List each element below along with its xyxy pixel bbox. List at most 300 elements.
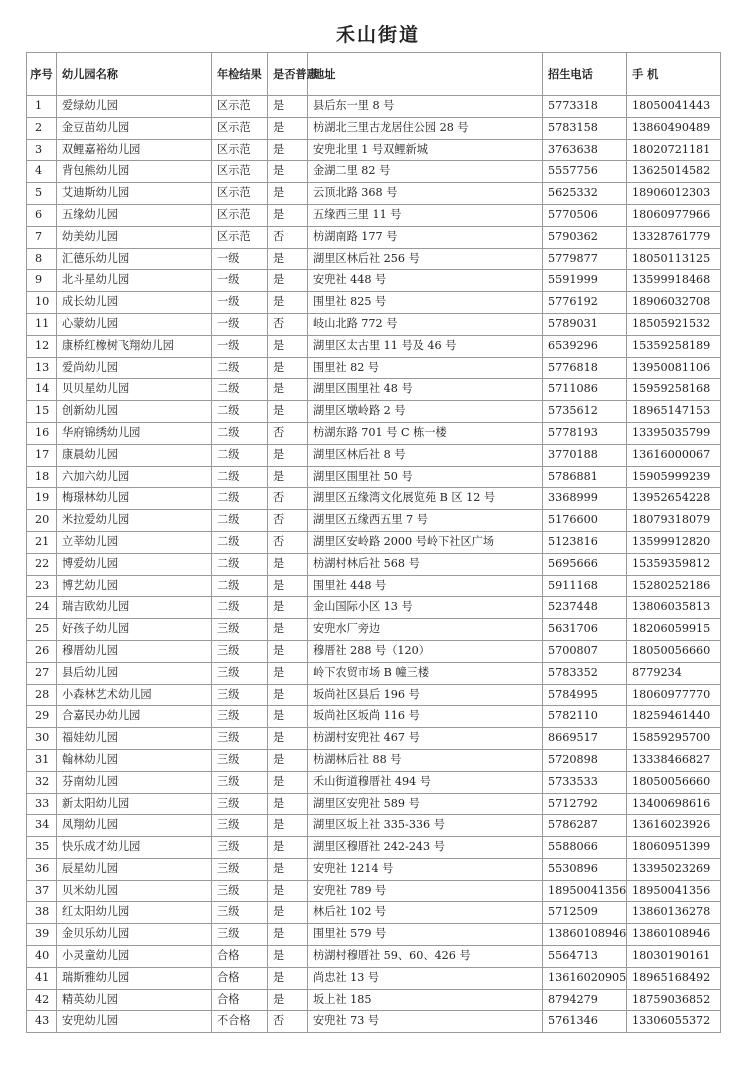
cell-mobile: 18259461440 xyxy=(627,706,721,728)
cell-phone: 5631706 xyxy=(543,619,627,641)
cell-address: 围里社 825 号 xyxy=(308,292,543,314)
cell-name: 贝贝星幼儿园 xyxy=(57,379,212,401)
cell-puhui: 是 xyxy=(268,96,308,118)
cell-name: 小灵童幼儿园 xyxy=(57,946,212,968)
cell-mobile: 13860136278 xyxy=(627,902,721,924)
cell-name: 瑞吉欧幼儿园 xyxy=(57,597,212,619)
cell-mobile: 13952654228 xyxy=(627,488,721,510)
cell-puhui: 是 xyxy=(268,989,308,1011)
cell-mobile: 18965168492 xyxy=(627,967,721,989)
cell-inspection: 三级 xyxy=(212,640,268,662)
cell-mobile: 8779234 xyxy=(627,662,721,684)
cell-puhui: 是 xyxy=(268,880,308,902)
table-row xyxy=(27,292,721,314)
cell-inspection: 合格 xyxy=(212,946,268,968)
cell-inspection: 二级 xyxy=(212,531,268,553)
cell-name: 翰林幼儿园 xyxy=(57,749,212,771)
kindergarten-table xyxy=(26,52,721,1033)
cell-address: 湖里区太古里 11 号及 46 号 xyxy=(308,335,543,357)
cell-mobile: 18759036852 xyxy=(627,989,721,1011)
cell-address: 县后东一里 8 号 xyxy=(308,96,543,118)
cell-phone: 5735612 xyxy=(543,401,627,423)
cell-no: 21 xyxy=(27,531,57,553)
cell-phone: 5789031 xyxy=(543,313,627,335)
cell-puhui: 是 xyxy=(268,117,308,139)
table-row xyxy=(27,793,721,815)
cell-address: 枋湖东路 701 号 C 栋一楼 xyxy=(308,422,543,444)
cell-name: 康桥红橡树飞翔幼儿园 xyxy=(57,335,212,357)
cell-address: 围里社 448 号 xyxy=(308,575,543,597)
cell-puhui: 是 xyxy=(268,597,308,619)
table-row xyxy=(27,662,721,684)
cell-inspection: 三级 xyxy=(212,924,268,946)
cell-mobile: 18050113125 xyxy=(627,248,721,270)
cell-phone: 3368999 xyxy=(543,488,627,510)
cell-no: 30 xyxy=(27,728,57,750)
cell-phone: 5770506 xyxy=(543,204,627,226)
cell-no: 1 xyxy=(27,96,57,118)
cell-puhui: 是 xyxy=(268,444,308,466)
cell-inspection: 二级 xyxy=(212,422,268,444)
cell-inspection: 三级 xyxy=(212,706,268,728)
cell-mobile: 18050056660 xyxy=(627,771,721,793)
cell-puhui: 是 xyxy=(268,946,308,968)
table-row xyxy=(27,488,721,510)
table-row xyxy=(27,553,721,575)
cell-name: 合嘉民办幼儿园 xyxy=(57,706,212,728)
cell-phone: 5782110 xyxy=(543,706,627,728)
cell-no: 43 xyxy=(27,1011,57,1033)
cell-no: 3 xyxy=(27,139,57,161)
cell-puhui: 是 xyxy=(268,924,308,946)
cell-mobile: 13599912820 xyxy=(627,531,721,553)
cell-phone: 5564713 xyxy=(543,946,627,968)
cell-inspection: 三级 xyxy=(212,815,268,837)
cell-no: 36 xyxy=(27,858,57,880)
cell-no: 24 xyxy=(27,597,57,619)
cell-name: 六加六幼儿园 xyxy=(57,466,212,488)
cell-no: 42 xyxy=(27,989,57,1011)
cell-address: 枋湖村安兜社 467 号 xyxy=(308,728,543,750)
cell-inspection: 三级 xyxy=(212,619,268,641)
cell-name: 金贝乐幼儿园 xyxy=(57,924,212,946)
cell-no: 16 xyxy=(27,422,57,444)
cell-puhui: 是 xyxy=(268,139,308,161)
cell-puhui: 是 xyxy=(268,466,308,488)
cell-no: 15 xyxy=(27,401,57,423)
cell-mobile: 13395035799 xyxy=(627,422,721,444)
table-row xyxy=(27,749,721,771)
cell-inspection: 二级 xyxy=(212,597,268,619)
cell-mobile: 18030190161 xyxy=(627,946,721,968)
cell-address: 穆厝社 288 号（120） xyxy=(308,640,543,662)
cell-puhui: 否 xyxy=(268,313,308,335)
cell-puhui: 是 xyxy=(268,161,308,183)
cell-name: 县后幼儿园 xyxy=(57,662,212,684)
cell-mobile: 13625014582 xyxy=(627,161,721,183)
cell-name: 福娃幼儿园 xyxy=(57,728,212,750)
cell-phone: 5123816 xyxy=(543,531,627,553)
cell-address: 禾山街道穆厝社 494 号 xyxy=(308,771,543,793)
cell-inspection: 合格 xyxy=(212,967,268,989)
table-row xyxy=(27,1011,721,1033)
cell-inspection: 三级 xyxy=(212,858,268,880)
table-row xyxy=(27,706,721,728)
cell-mobile: 13616023926 xyxy=(627,815,721,837)
cell-inspection: 一级 xyxy=(212,313,268,335)
table-row xyxy=(27,139,721,161)
table-row xyxy=(27,640,721,662)
table-row xyxy=(27,444,721,466)
page-title: 禾山街道 xyxy=(335,24,420,46)
table-row xyxy=(27,466,721,488)
cell-phone: 5711086 xyxy=(543,379,627,401)
cell-address: 湖里区安岭路 2000 号岭下社区广场 xyxy=(308,531,543,553)
cell-address: 岭下农贸市场 B 幢三楼 xyxy=(308,662,543,684)
cell-phone: 5790362 xyxy=(543,226,627,248)
table-row xyxy=(27,183,721,205)
header-phone: 招生电话 xyxy=(543,53,627,96)
table-row xyxy=(27,335,721,357)
cell-puhui: 是 xyxy=(268,749,308,771)
cell-no: 12 xyxy=(27,335,57,357)
cell-name: 瑞斯雅幼儿园 xyxy=(57,967,212,989)
cell-puhui: 是 xyxy=(268,837,308,859)
cell-no: 2 xyxy=(27,117,57,139)
cell-no: 4 xyxy=(27,161,57,183)
cell-phone: 5786881 xyxy=(543,466,627,488)
cell-inspection: 二级 xyxy=(212,357,268,379)
cell-address: 尚忠社 13 号 xyxy=(308,967,543,989)
cell-no: 28 xyxy=(27,684,57,706)
cell-mobile: 13599918468 xyxy=(627,270,721,292)
cell-name: 小森林艺术幼儿园 xyxy=(57,684,212,706)
cell-puhui: 是 xyxy=(268,401,308,423)
cell-puhui: 否 xyxy=(268,531,308,553)
cell-mobile: 18950041356 xyxy=(627,880,721,902)
cell-inspection: 二级 xyxy=(212,379,268,401)
cell-inspection: 三级 xyxy=(212,749,268,771)
cell-phone: 5778193 xyxy=(543,422,627,444)
table-row xyxy=(27,597,721,619)
cell-phone: 5712509 xyxy=(543,902,627,924)
cell-name: 康晨幼儿园 xyxy=(57,444,212,466)
cell-inspection: 二级 xyxy=(212,575,268,597)
cell-address: 安兜社 448 号 xyxy=(308,270,543,292)
cell-address: 枋湖村林后社 568 号 xyxy=(308,553,543,575)
cell-mobile: 15280252186 xyxy=(627,575,721,597)
cell-address: 云顶北路 368 号 xyxy=(308,183,543,205)
cell-puhui: 否 xyxy=(268,488,308,510)
cell-puhui: 否 xyxy=(268,510,308,532)
cell-puhui: 是 xyxy=(268,619,308,641)
cell-inspection: 区示范 xyxy=(212,139,268,161)
cell-no: 7 xyxy=(27,226,57,248)
cell-no: 39 xyxy=(27,924,57,946)
cell-inspection: 一级 xyxy=(212,292,268,314)
cell-mobile: 13950081106 xyxy=(627,357,721,379)
cell-name: 芬南幼儿园 xyxy=(57,771,212,793)
cell-inspection: 区示范 xyxy=(212,204,268,226)
cell-mobile: 15959258168 xyxy=(627,379,721,401)
cell-address: 五缘西三里 11 号 xyxy=(308,204,543,226)
table-header-row xyxy=(27,53,721,96)
cell-mobile: 15859295700 xyxy=(627,728,721,750)
cell-mobile: 18050056660 xyxy=(627,640,721,662)
cell-phone: 5591999 xyxy=(543,270,627,292)
cell-no: 14 xyxy=(27,379,57,401)
cell-name: 米拉爱幼儿园 xyxy=(57,510,212,532)
cell-name: 穆厝幼儿园 xyxy=(57,640,212,662)
cell-phone: 5911168 xyxy=(543,575,627,597)
cell-mobile: 18020721181 xyxy=(627,139,721,161)
cell-no: 10 xyxy=(27,292,57,314)
cell-name: 博艺幼儿园 xyxy=(57,575,212,597)
cell-name: 汇德乐幼儿园 xyxy=(57,248,212,270)
cell-phone: 5557756 xyxy=(543,161,627,183)
cell-no: 23 xyxy=(27,575,57,597)
cell-phone: 5625332 xyxy=(543,183,627,205)
table-row xyxy=(27,858,721,880)
cell-phone: 5700807 xyxy=(543,640,627,662)
cell-mobile: 13395023269 xyxy=(627,858,721,880)
cell-name: 背包熊幼儿园 xyxy=(57,161,212,183)
cell-phone: 5695666 xyxy=(543,553,627,575)
cell-no: 26 xyxy=(27,640,57,662)
cell-inspection: 二级 xyxy=(212,444,268,466)
cell-inspection: 二级 xyxy=(212,488,268,510)
cell-mobile: 18060977770 xyxy=(627,684,721,706)
table-row xyxy=(27,924,721,946)
cell-name: 红太阳幼儿园 xyxy=(57,902,212,924)
cell-inspection: 三级 xyxy=(212,837,268,859)
cell-name: 好孩子幼儿园 xyxy=(57,619,212,641)
cell-name: 幼美幼儿园 xyxy=(57,226,212,248)
table-row xyxy=(27,815,721,837)
cell-inspection: 一级 xyxy=(212,335,268,357)
cell-phone: 5530896 xyxy=(543,858,627,880)
cell-name: 爱尚幼儿园 xyxy=(57,357,212,379)
cell-name: 成长幼儿园 xyxy=(57,292,212,314)
cell-phone: 5712792 xyxy=(543,793,627,815)
cell-name: 梅璟林幼儿园 xyxy=(57,488,212,510)
cell-puhui: 是 xyxy=(268,771,308,793)
table-body xyxy=(27,96,721,1033)
cell-inspection: 区示范 xyxy=(212,226,268,248)
cell-phone: 3763638 xyxy=(543,139,627,161)
cell-puhui: 是 xyxy=(268,270,308,292)
cell-puhui: 是 xyxy=(268,728,308,750)
cell-name: 辰星幼儿园 xyxy=(57,858,212,880)
cell-inspection: 二级 xyxy=(212,401,268,423)
table-row xyxy=(27,684,721,706)
cell-no: 27 xyxy=(27,662,57,684)
cell-mobile: 18906032708 xyxy=(627,292,721,314)
cell-address: 湖里区穆厝社 242-243 号 xyxy=(308,837,543,859)
cell-phone: 18950041356 xyxy=(543,880,627,902)
cell-address: 湖里区围里社 48 号 xyxy=(308,379,543,401)
cell-address: 枋湖村穆厝社 59、60、426 号 xyxy=(308,946,543,968)
cell-inspection: 区示范 xyxy=(212,161,268,183)
table-row xyxy=(27,117,721,139)
table-row xyxy=(27,728,721,750)
header-address: 地址 xyxy=(308,53,543,96)
cell-mobile: 18079318079 xyxy=(627,510,721,532)
cell-address: 围里社 579 号 xyxy=(308,924,543,946)
cell-puhui: 是 xyxy=(268,248,308,270)
cell-name: 艾迪斯幼儿园 xyxy=(57,183,212,205)
cell-no: 9 xyxy=(27,270,57,292)
cell-puhui: 是 xyxy=(268,902,308,924)
cell-phone: 5776818 xyxy=(543,357,627,379)
table-row xyxy=(27,422,721,444)
cell-no: 8 xyxy=(27,248,57,270)
cell-address: 林后社 102 号 xyxy=(308,902,543,924)
cell-phone: 5779877 xyxy=(543,248,627,270)
cell-phone: 5773318 xyxy=(543,96,627,118)
cell-address: 湖里区安兜社 589 号 xyxy=(308,793,543,815)
cell-name: 凤翔幼儿园 xyxy=(57,815,212,837)
cell-mobile: 18060951399 xyxy=(627,837,721,859)
cell-name: 心蒙幼儿园 xyxy=(57,313,212,335)
cell-no: 40 xyxy=(27,946,57,968)
cell-name: 贝米幼儿园 xyxy=(57,880,212,902)
cell-puhui: 是 xyxy=(268,640,308,662)
table-row xyxy=(27,946,721,968)
cell-phone: 8794279 xyxy=(543,989,627,1011)
cell-mobile: 13806035813 xyxy=(627,597,721,619)
cell-inspection: 一级 xyxy=(212,270,268,292)
cell-mobile: 15905999239 xyxy=(627,466,721,488)
cell-mobile: 13306055372 xyxy=(627,1011,721,1033)
cell-phone: 5733533 xyxy=(543,771,627,793)
cell-address: 湖里区五缘湾文化展览苑 B 区 12 号 xyxy=(308,488,543,510)
cell-phone: 5237448 xyxy=(543,597,627,619)
cell-phone: 13860108946 xyxy=(543,924,627,946)
cell-puhui: 是 xyxy=(268,706,308,728)
cell-mobile: 18050041443 xyxy=(627,96,721,118)
cell-no: 34 xyxy=(27,815,57,837)
cell-address: 坂上社 185 xyxy=(308,989,543,1011)
cell-address: 湖里区围里社 50 号 xyxy=(308,466,543,488)
table-row xyxy=(27,967,721,989)
cell-mobile: 18206059915 xyxy=(627,619,721,641)
table-row xyxy=(27,96,721,118)
cell-no: 31 xyxy=(27,749,57,771)
cell-mobile: 13338466827 xyxy=(627,749,721,771)
cell-no: 35 xyxy=(27,837,57,859)
header-inspection: 年检结果 xyxy=(212,53,268,96)
cell-no: 18 xyxy=(27,466,57,488)
header-puhui: 是否普惠 xyxy=(268,53,308,96)
cell-inspection: 合格 xyxy=(212,989,268,1011)
cell-address: 坂尚社区坂尚 116 号 xyxy=(308,706,543,728)
cell-address: 金湖二里 82 号 xyxy=(308,161,543,183)
cell-phone: 8669517 xyxy=(543,728,627,750)
cell-inspection: 三级 xyxy=(212,662,268,684)
cell-phone: 5784995 xyxy=(543,684,627,706)
cell-phone: 5588066 xyxy=(543,837,627,859)
table-row xyxy=(27,510,721,532)
cell-inspection: 三级 xyxy=(212,728,268,750)
table-row xyxy=(27,226,721,248)
cell-name: 华府锦绣幼儿园 xyxy=(57,422,212,444)
cell-phone: 5720898 xyxy=(543,749,627,771)
cell-name: 创新幼儿园 xyxy=(57,401,212,423)
cell-mobile: 13860490489 xyxy=(627,117,721,139)
cell-puhui: 是 xyxy=(268,793,308,815)
cell-no: 6 xyxy=(27,204,57,226)
cell-address: 金山国际小区 13 号 xyxy=(308,597,543,619)
cell-mobile: 15359359812 xyxy=(627,553,721,575)
cell-phone: 5783158 xyxy=(543,117,627,139)
cell-name: 五缘幼儿园 xyxy=(57,204,212,226)
cell-phone: 5776192 xyxy=(543,292,627,314)
cell-no: 17 xyxy=(27,444,57,466)
cell-address: 安兜北里 1 号双鲤新城 xyxy=(308,139,543,161)
cell-no: 20 xyxy=(27,510,57,532)
cell-name: 北斗星幼儿园 xyxy=(57,270,212,292)
cell-mobile: 18060977966 xyxy=(627,204,721,226)
header-name: 幼儿园名称 xyxy=(57,53,212,96)
cell-address: 湖里区坂上社 335-336 号 xyxy=(308,815,543,837)
cell-mobile: 18965147153 xyxy=(627,401,721,423)
cell-puhui: 是 xyxy=(268,815,308,837)
table-row xyxy=(27,248,721,270)
cell-puhui: 是 xyxy=(268,292,308,314)
cell-inspection: 三级 xyxy=(212,771,268,793)
cell-puhui: 否 xyxy=(268,422,308,444)
cell-no: 29 xyxy=(27,706,57,728)
cell-no: 37 xyxy=(27,880,57,902)
cell-inspection: 区示范 xyxy=(212,183,268,205)
cell-puhui: 是 xyxy=(268,684,308,706)
cell-no: 11 xyxy=(27,313,57,335)
table-row xyxy=(27,401,721,423)
cell-phone: 6539296 xyxy=(543,335,627,357)
cell-puhui: 是 xyxy=(268,553,308,575)
cell-name: 双鲤嘉裕幼儿园 xyxy=(57,139,212,161)
cell-no: 13 xyxy=(27,357,57,379)
cell-name: 金豆苗幼儿园 xyxy=(57,117,212,139)
cell-inspection: 三级 xyxy=(212,880,268,902)
cell-address: 枋湖北三里古龙居住公园 28 号 xyxy=(308,117,543,139)
cell-inspection: 二级 xyxy=(212,553,268,575)
cell-address: 湖里区墩岭路 2 号 xyxy=(308,401,543,423)
cell-puhui: 是 xyxy=(268,357,308,379)
cell-name: 精英幼儿园 xyxy=(57,989,212,1011)
cell-address: 岐山北路 772 号 xyxy=(308,313,543,335)
cell-no: 22 xyxy=(27,553,57,575)
cell-phone: 5783352 xyxy=(543,662,627,684)
cell-mobile: 13860108946 xyxy=(627,924,721,946)
cell-phone: 5786287 xyxy=(543,815,627,837)
table-row xyxy=(27,575,721,597)
cell-phone: 5176600 xyxy=(543,510,627,532)
cell-address: 湖里区林后社 8 号 xyxy=(308,444,543,466)
header-no: 序号 xyxy=(27,53,57,96)
cell-name: 新太阳幼儿园 xyxy=(57,793,212,815)
cell-puhui: 是 xyxy=(268,662,308,684)
cell-phone: 13616020905 xyxy=(543,967,627,989)
cell-address: 围里社 82 号 xyxy=(308,357,543,379)
table-row xyxy=(27,880,721,902)
table-row xyxy=(27,771,721,793)
cell-inspection: 三级 xyxy=(212,684,268,706)
cell-address: 坂尚社区县后 196 号 xyxy=(308,684,543,706)
cell-puhui: 否 xyxy=(268,1011,308,1033)
cell-phone: 3770188 xyxy=(543,444,627,466)
